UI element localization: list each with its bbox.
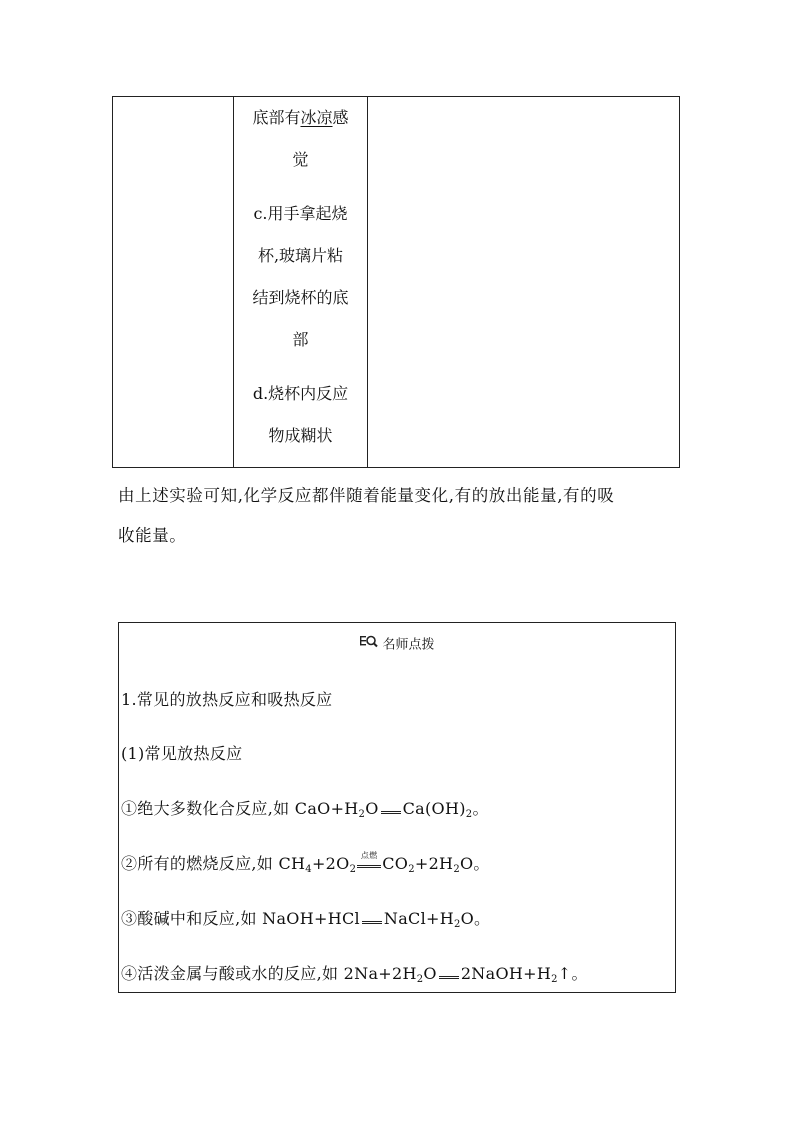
tips-header-text: 名师点拨: [382, 637, 435, 653]
equation-text: +2O: [311, 854, 350, 873]
condition-label: 点燃: [360, 850, 378, 860]
observation-line: 部: [292, 330, 309, 349]
equation-text: 2NaOH+H: [460, 964, 552, 983]
equals-sign: [360, 913, 384, 927]
tips-item: [121, 796, 489, 819]
equation-text: 。: [472, 799, 489, 818]
conclusion-line: 收能量。: [118, 526, 187, 545]
observation-line: 物成糊状: [268, 426, 333, 445]
observation-line: d.烧杯内反应: [252, 384, 349, 403]
tips-heading: 1.常见的放热反应和吸热反应: [121, 690, 333, 709]
subscript: 2: [358, 809, 366, 820]
tips-item: [121, 961, 588, 984]
subscript: 2: [551, 974, 558, 985]
observation-line: 觉: [292, 150, 309, 169]
equation-text: +2H: [414, 854, 454, 873]
observation-text-underlined: 冰凉: [300, 108, 333, 127]
equals-sign: [437, 968, 461, 982]
conclusion-paragraph: [118, 476, 688, 556]
equation-text: ①绝大多数化合反应,如 CaO+H: [121, 799, 359, 818]
observation-line: [234, 97, 367, 139]
subscript: 2: [453, 864, 460, 875]
magnifier-book-icon: [359, 633, 379, 657]
tips-header: [119, 633, 675, 657]
equation-text: ④活泼金属与酸或水的反应,如 2Na+2H: [121, 964, 417, 983]
observation-cell: [234, 97, 367, 467]
teacher-tips-box: [118, 622, 676, 993]
equation-text: Ca(OH): [402, 799, 466, 818]
equation-text: O。: [460, 854, 490, 873]
observation-line: 结到烧杯的底: [252, 288, 349, 307]
equation-text: O。: [460, 909, 491, 928]
observation-line: c.用手拿起烧: [253, 204, 348, 223]
experiment-table: [112, 96, 680, 468]
subscript: 2: [408, 864, 415, 875]
equation-text: O: [423, 964, 437, 983]
equation-text: O: [365, 799, 379, 818]
reaction-condition: [356, 850, 382, 875]
equation-text: CO: [382, 854, 409, 873]
subscript: 2: [349, 864, 357, 875]
subscript: 2: [453, 919, 461, 930]
subscript: 4: [305, 864, 312, 875]
observation-line: 杯,玻璃片粘: [257, 246, 344, 265]
subscript: 2: [465, 809, 473, 820]
equation-text: NaCl+H: [383, 909, 454, 928]
observation-text: 感: [332, 108, 349, 127]
tips-item: [121, 906, 490, 929]
equation-text: ↑。: [557, 964, 588, 983]
observation-text: 底部有: [252, 108, 301, 127]
tips-item: [121, 851, 490, 875]
equation-text: ②所有的燃烧反应,如 CH: [121, 854, 306, 873]
subscript: 2: [416, 974, 424, 985]
conclusion-line: 由上述实验可知,化学反应都伴随着能量变化,有的放出能量,有的吸: [118, 486, 615, 505]
equation-text: ③酸碱中和反应,如 NaOH+HCl: [121, 909, 360, 928]
tips-subheading: (1)常见放热反应: [121, 744, 243, 763]
equals-sign: [379, 803, 403, 817]
table-column-divider: [367, 97, 368, 467]
